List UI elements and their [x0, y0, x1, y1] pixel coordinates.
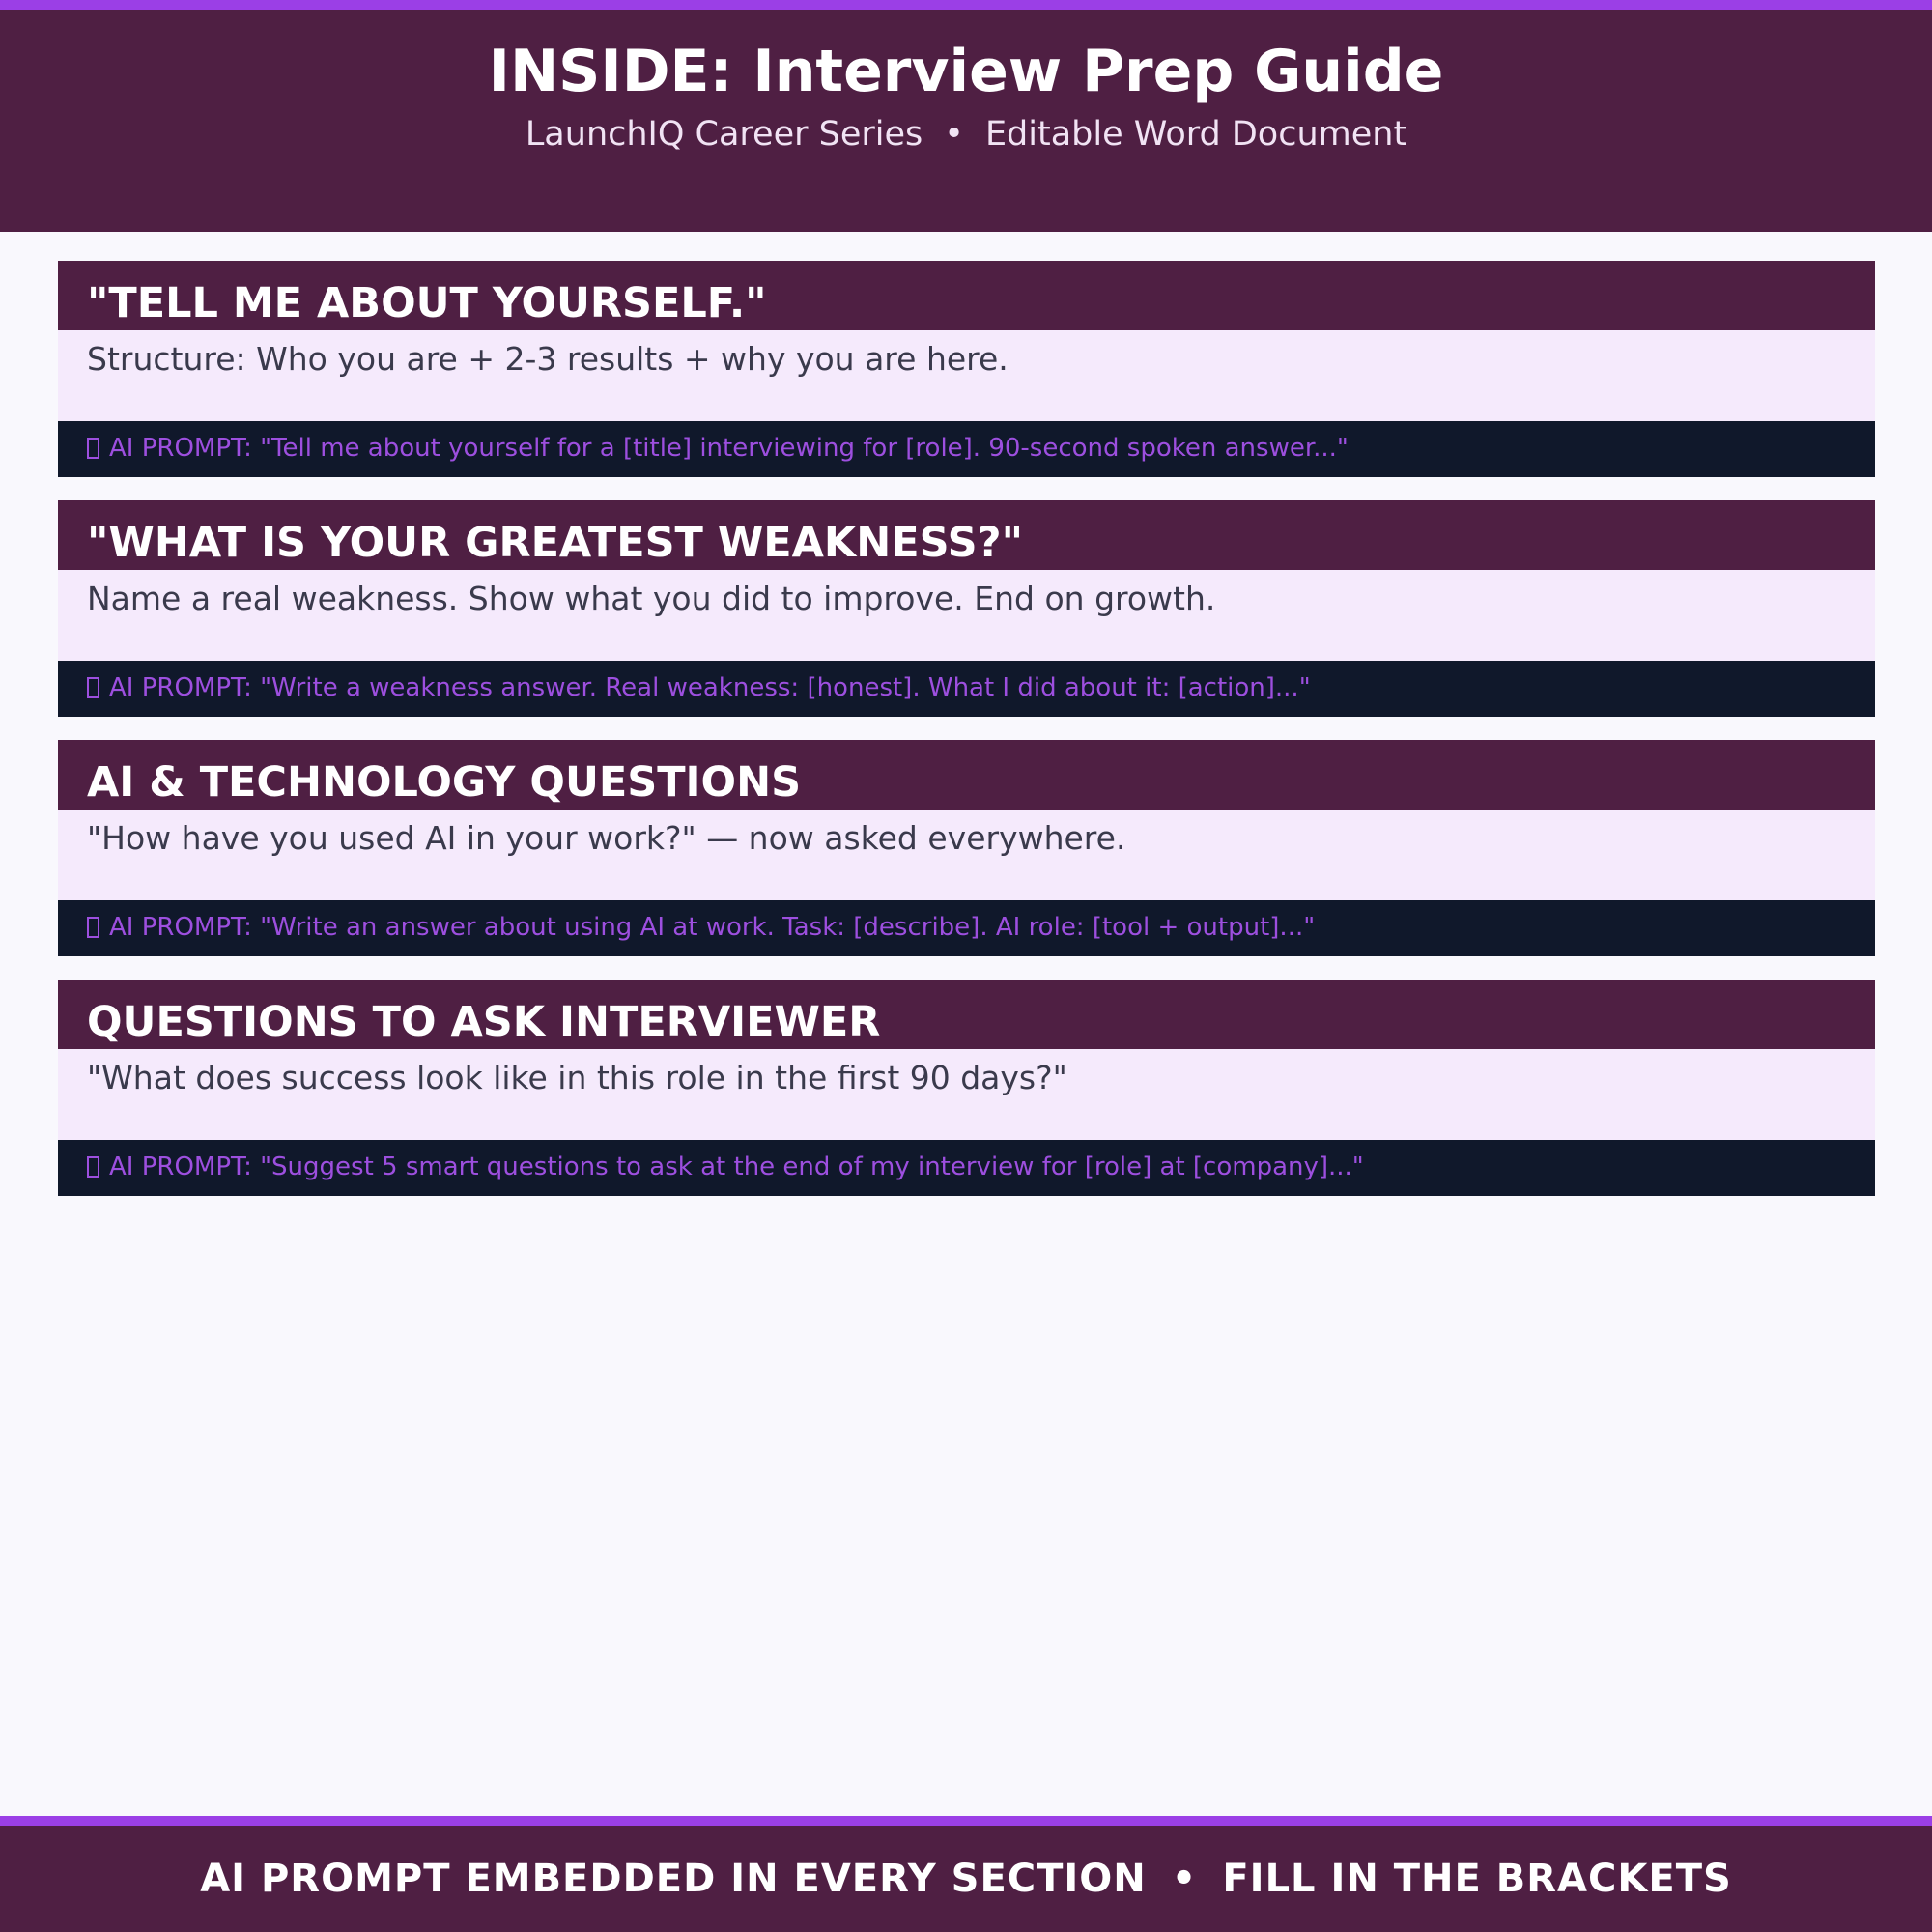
- page-subtitle: [0, 104, 1932, 164]
- ai-prompt-bar: [58, 661, 1875, 717]
- section-heading: "WHAT IS YOUR GREATEST WEAKNESS?": [58, 500, 1875, 570]
- section-heading: "TELL ME ABOUT YOURSELF.": [58, 261, 1875, 330]
- section-heading: QUESTIONS TO ASK INTERVIEWER: [58, 980, 1875, 1049]
- section-body-text: Name a real weakness. Show what you did to improve. End on growth.: [58, 570, 1875, 661]
- section-heading: AI & TECHNOLOGY QUESTIONS: [58, 740, 1875, 810]
- ai-prompt-text: AI PROMPT: "Write an answer about using AI at work. Task: [describe]. AI role: [tool + output]...": [109, 913, 1316, 942]
- section-greatest-weakness: [58, 500, 1875, 717]
- section-questions-to-ask: [58, 980, 1875, 1196]
- subtitle-separator: •: [944, 115, 964, 154]
- section-body-text: "What does success look like in this role in the first 90 days?": [58, 1049, 1875, 1140]
- ai-prompt-bar: [58, 1140, 1875, 1196]
- footer-separator: •: [1171, 1857, 1198, 1901]
- page-footer: [0, 1826, 1932, 1932]
- ai-prompt-text: AI PROMPT: "Write a weakness answer. Real weakness: [honest]. What I did about it: [action]...": [109, 673, 1311, 702]
- page-header: [0, 10, 1932, 232]
- ai-prompt-bar: [58, 900, 1875, 956]
- footer-right-text: FILL IN THE BRACKETS: [1222, 1857, 1732, 1901]
- prompt-icon: [87, 917, 99, 938]
- prompt-icon: [87, 1156, 99, 1178]
- sections-list: [58, 261, 1875, 1219]
- ai-prompt-bar: [58, 421, 1875, 477]
- top-accent-bar: [0, 0, 1932, 10]
- page-title: INSIDE: Interview Prep Guide: [488, 38, 1444, 105]
- footer-left-text: AI PROMPT EMBEDDED IN EVERY SECTION: [200, 1857, 1147, 1901]
- section-body-text: "How have you used AI in your work?" — now asked everywhere.: [58, 810, 1875, 900]
- subtitle-series: LaunchIQ Career Series: [525, 115, 923, 154]
- ai-prompt-text: AI PROMPT: "Suggest 5 smart questions to ask at the end of my interview for [role] at [company]...": [109, 1152, 1364, 1181]
- ai-prompt-text: AI PROMPT: "Tell me about yourself for a [title] interviewing for [role]. 90-second spoken answer...": [109, 434, 1349, 463]
- section-tell-me-about-yourself: [58, 261, 1875, 477]
- prompt-icon: [87, 438, 99, 459]
- subtitle-format: Editable Word Document: [984, 115, 1407, 154]
- section-ai-technology: [58, 740, 1875, 956]
- section-body-text: Structure: Who you are + 2-3 results + why you are here.: [58, 330, 1875, 421]
- bottom-accent-bar: [0, 1816, 1932, 1826]
- prompt-icon: [87, 677, 99, 698]
